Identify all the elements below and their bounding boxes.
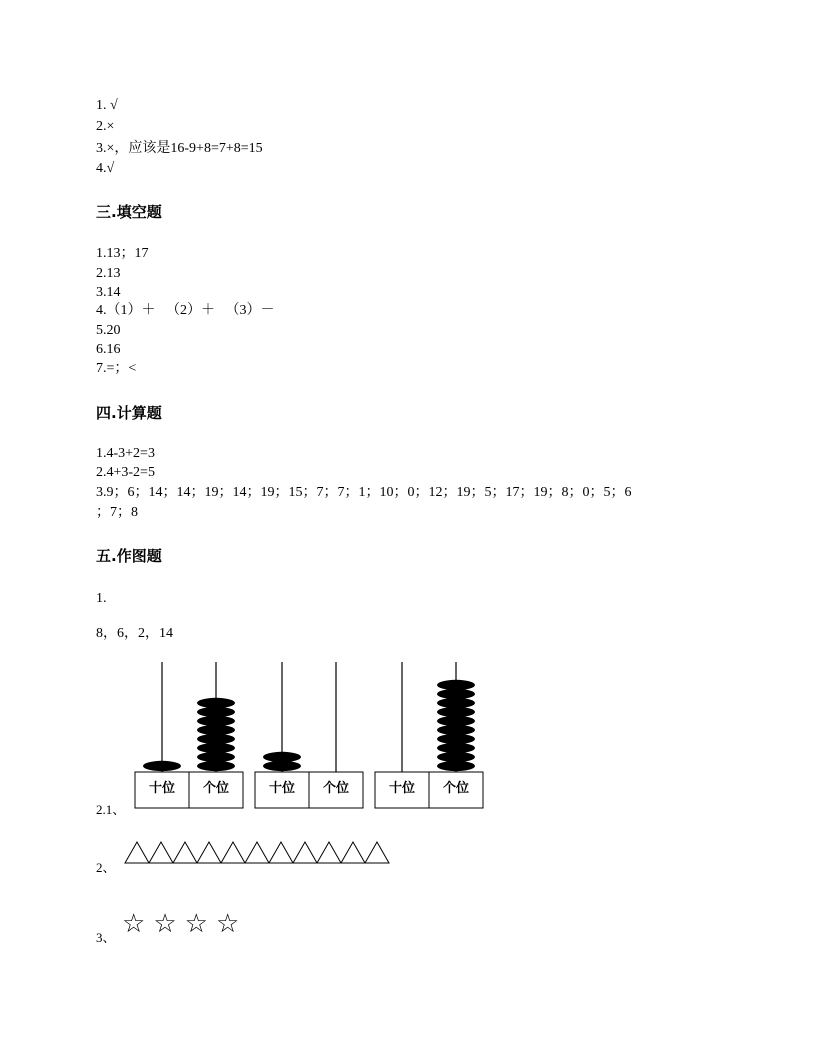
- triangle-shape: [293, 842, 317, 863]
- triangle-shape: [245, 842, 269, 863]
- section-heading-drawing: 五.作图题: [96, 547, 162, 565]
- triangle-shape: [197, 842, 221, 863]
- fill-answer-1: 1.13；17: [96, 246, 149, 261]
- section-heading-calculation: 四.计算题: [96, 404, 162, 422]
- judge-answer-4: 4.√: [96, 161, 115, 176]
- abacus-figure: [130, 660, 490, 812]
- place-value-label-tens: 十位: [388, 781, 416, 796]
- triangle-shape: [341, 842, 365, 863]
- triangle-shape: [269, 842, 293, 863]
- fill-answer-4: 4.（1）＋ （2）＋ （3）－: [96, 303, 275, 318]
- calc-answer-3-cont: ；7；8: [96, 505, 138, 520]
- abacus-bead: [197, 752, 235, 762]
- star-icon: ☆: [184, 909, 216, 939]
- triangle-shape: [149, 842, 173, 863]
- place-value-label-tens: 十位: [268, 781, 296, 796]
- section-heading-fill-blank: 三.填空题: [96, 203, 162, 221]
- place-value-label-tens: 十位: [148, 781, 176, 796]
- star-icon: ☆: [153, 909, 185, 939]
- place-value-label-ones: 个位: [442, 781, 470, 796]
- abacus-bead: [437, 707, 475, 717]
- drawing-q2-3-label: 3、: [96, 930, 116, 945]
- fill-answer-2: 2.13: [96, 266, 121, 281]
- abacus-bead: [143, 761, 181, 771]
- fill-answer-5: 5.20: [96, 323, 121, 338]
- calc-answer-3: 3.9；6；14；14；19；14；19；15；7；7；1；10；0；12；19；5；17；19；8；0；5；6: [96, 485, 632, 500]
- star-row: [122, 909, 247, 939]
- abacus-bead: [437, 734, 475, 744]
- star-icon: ☆: [122, 909, 154, 939]
- abacus-bead: [197, 725, 235, 735]
- place-value-label-ones: 个位: [202, 781, 230, 796]
- fill-answer-3: 3.14: [96, 285, 121, 300]
- drawing-q2-2-label: 2、: [96, 860, 116, 875]
- drawing-q1-label: 1.: [96, 591, 107, 606]
- abacus-bead: [197, 761, 235, 771]
- fill-answer-6: 6.16: [96, 342, 121, 357]
- abacus-bead: [263, 752, 301, 762]
- abacus-bead: [197, 743, 235, 753]
- abacus-bead: [437, 743, 475, 753]
- abacus-bead: [437, 716, 475, 726]
- place-value-label-ones: 个位: [322, 781, 350, 796]
- abacus-bead: [197, 734, 235, 744]
- calc-answer-2: 2.4+3-2=5: [96, 465, 155, 480]
- abacus-bead: [437, 761, 475, 771]
- abacus-bead: [437, 680, 475, 690]
- triangle-shape: [173, 842, 197, 863]
- drawing-q1-answer: 8，6，2，14: [96, 626, 173, 641]
- triangle-shape: [365, 842, 389, 863]
- triangle-shape: [221, 842, 245, 863]
- abacus-bead: [437, 698, 475, 708]
- triangle-shape: [125, 842, 149, 863]
- abacus-bead: [197, 698, 235, 708]
- drawing-q2-1-label: 2.1、: [96, 802, 126, 817]
- abacus-bead: [263, 761, 301, 771]
- judge-answer-1: 1. √: [96, 98, 118, 113]
- abacus-bead: [437, 689, 475, 699]
- abacus-bead: [197, 707, 235, 717]
- triangle-shape: [317, 842, 341, 863]
- star-icon: ☆: [215, 909, 248, 939]
- abacus-bead: [437, 752, 475, 762]
- triangle-row: [120, 840, 395, 866]
- fill-answer-7: 7.=；<: [96, 361, 137, 376]
- judge-answer-2: 2.×: [96, 119, 115, 134]
- calc-answer-1: 1.4-3+2=3: [96, 446, 155, 461]
- abacus-bead: [197, 716, 235, 726]
- judge-answer-3: 3.×，应该是16-9+8=7+8=15: [96, 141, 263, 156]
- abacus-bead: [437, 725, 475, 735]
